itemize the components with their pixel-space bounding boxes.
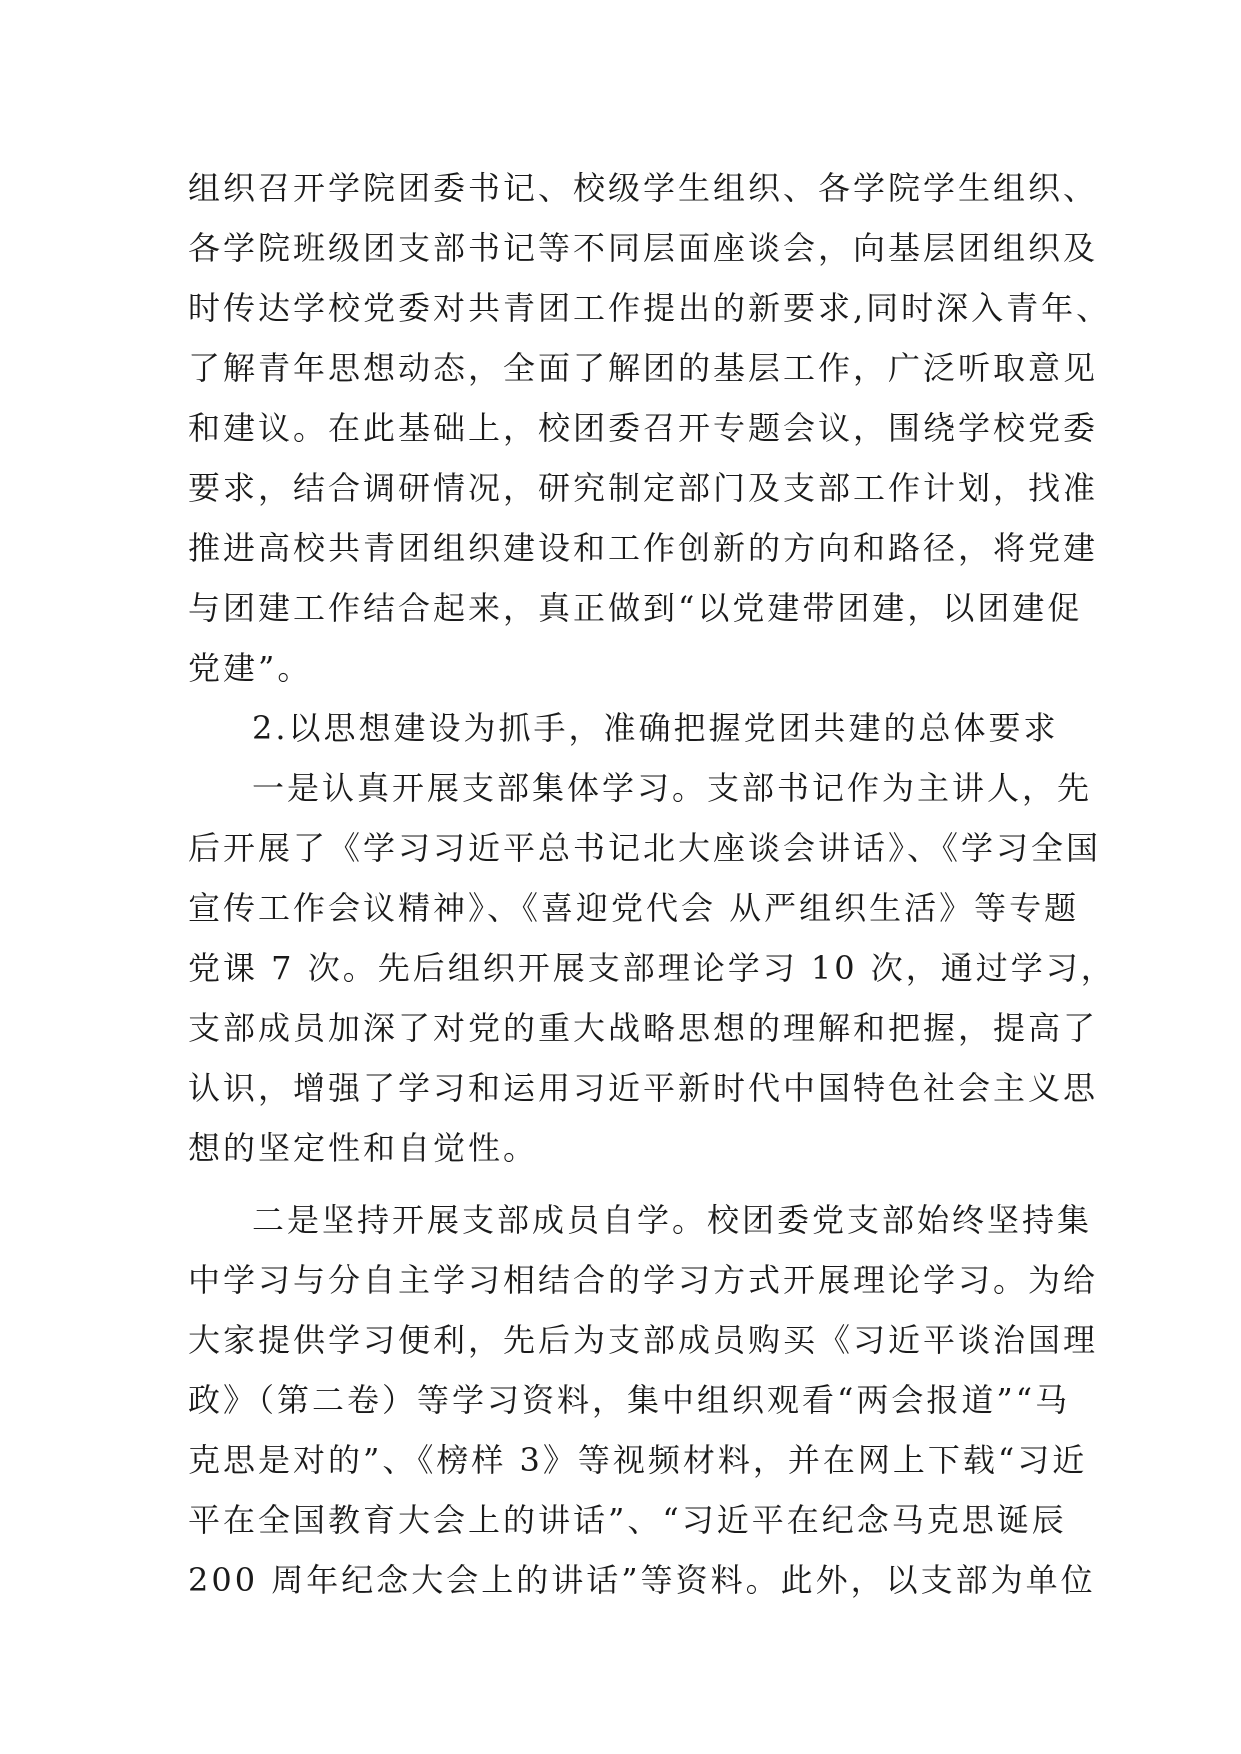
text-line: 各学院班级团支部书记等不同层面座谈会，向基层团组织及 (188, 229, 1099, 267)
text-line: 时传达学校党委对共青团工作提出的新要求,同时深入青年、 (188, 289, 1112, 327)
paragraph-1 (188, 158, 1112, 698)
paragraph-2 (188, 758, 1116, 1178)
paragraph-3 (188, 1190, 1099, 1610)
text-line: 一是认真开展支部集体学习。支部书记作为主讲人，先 (252, 769, 1093, 807)
text-line: 和建议。在此基础上，校团委召开专题会议，围绕学校党委 (188, 409, 1099, 447)
text-line: 认识，增强了学习和运用习近平新时代中国特色社会主义思 (188, 1069, 1099, 1107)
document-body (188, 158, 1116, 1610)
text-line: 与团建工作结合起来，真正做到“以党建带团建，以团建促 (188, 589, 1083, 627)
text-line: 想的坚定性和自觉性。 (188, 1129, 539, 1167)
text-line: 政》（第二卷）等学习资料，集中组织观看“两会报道”“马 (188, 1381, 1071, 1419)
text-line: 平在全国教育大会上的讲话”、“习近平在纪念马克思诞辰 (188, 1501, 1067, 1539)
text-line: 克思是对的”、《榜样 3》等视频材料，并在网上下载“习近 (188, 1441, 1088, 1479)
text-line: 党建”。 (188, 649, 313, 687)
text-line: 推进高校共青团组织建设和工作创新的方向和路径，将党建 (188, 529, 1099, 567)
text-line: 200 周年纪念大会上的讲话”等资料。此外，以支部为单位 (188, 1561, 1096, 1599)
text-line: 组织召开学院团委书记、校级学生组织、各学院学生组织、 (188, 169, 1099, 207)
text-line: 后开展了《学习习近平总书记北大座谈会讲话》、《学习全国 (188, 829, 1102, 867)
text-line: 宣传工作会议精神》、《喜迎党代会 从严组织生活》等专题 (188, 889, 1080, 927)
text-line: 支部成员加深了对党的重大战略思想的理解和把握，提高了 (188, 1009, 1099, 1047)
text-line: 中学习与分自主学习相结合的学习方式开展理论学习。为给 (188, 1261, 1099, 1299)
text-line: 大家提供学习便利，先后为支部成员购买《习近平谈治国理 (188, 1321, 1099, 1359)
section-heading: 2.以思想建设为抓手，准确把握党团共建的总体要求 (252, 709, 1059, 747)
text-line: 要求，结合调研情况，研究制定部门及支部工作计划，找准 (188, 469, 1099, 507)
text-line: 了解青年思想动态，全面了解团的基层工作，广泛听取意见 (188, 349, 1099, 387)
text-line: 二是坚持开展支部成员自学。校团委党支部始终坚持集 (252, 1201, 1093, 1239)
text-line: 党课 7 次。先后组织开展支部理论学习 10 次，通过学习， (188, 949, 1116, 987)
